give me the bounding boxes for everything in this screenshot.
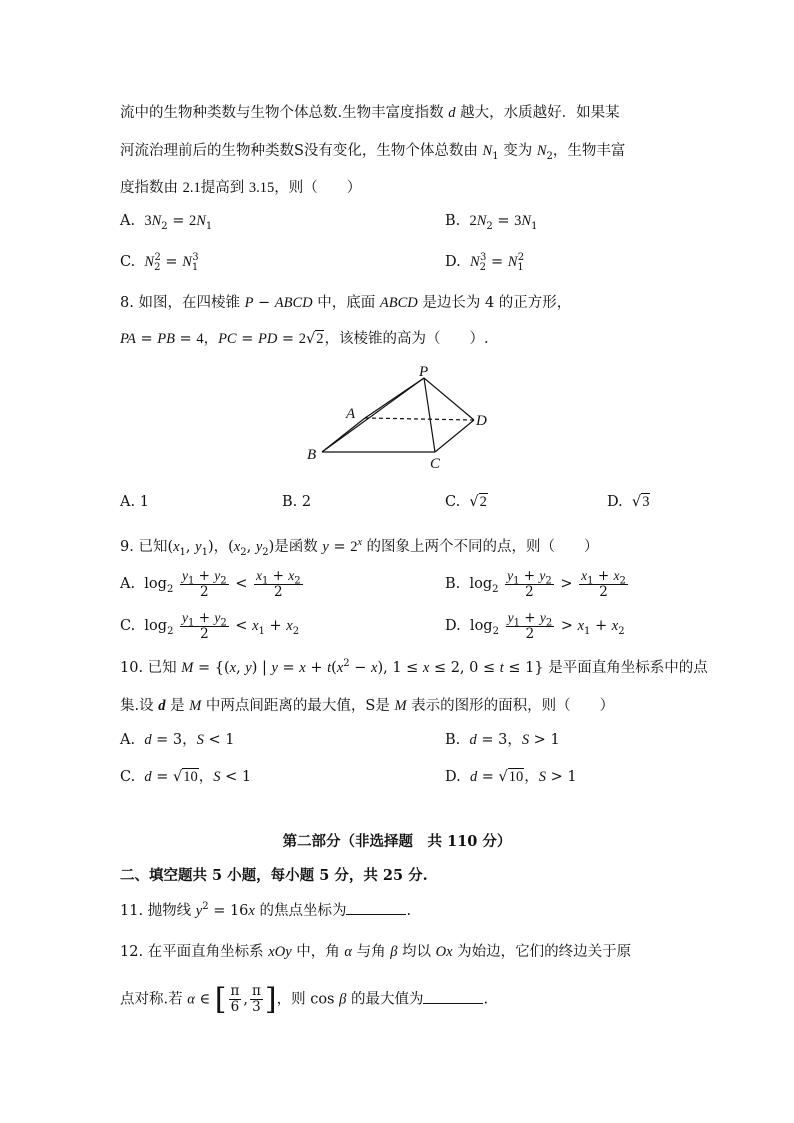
- option-label: C.: [120, 254, 136, 270]
- edge-AD-hidden: [365, 418, 474, 420]
- label-P: P: [419, 364, 429, 380]
- option-label: B.: [445, 213, 461, 229]
- option-label: D.: [445, 254, 461, 270]
- q9-option-a[interactable]: A. $\log_2$ $\frac{y_1 + y_2}{2}$ < $\frac{x_1 + x_2}{2}$: [120, 568, 301, 600]
- answer-blank[interactable]: [423, 989, 483, 1004]
- q7-option-b[interactable]: B. $2N_2 = 3N_1$: [445, 213, 538, 232]
- q7-line-1: [120, 101, 620, 122]
- q8-line-1: 8. 如图，在四棱锥 P − ABCD 中，底面 ABCD 是边长为 4 的正方形，: [120, 295, 572, 311]
- q9-option-b[interactable]: B. $\log_2$ $\frac{y_1 + y_2}{2}$ > $\frac{x_1 + x_2}{2}$: [445, 568, 626, 600]
- q7-option-a[interactable]: A. $3N_2 = 2N_1$: [120, 213, 213, 232]
- q10-line-1: 10. 已知 M = {(x, y) | $y = x + t(x^2 - x)$, 1 ≤ x ≤ 2, 0 ≤ t ≤ 1} 是平面直角坐标系中的点: [120, 658, 708, 676]
- q12-line-2: 点对称.若 α ∈ [ $\frac{\pi}{6}$ , $\frac{\pi}{3}$ ]，则 cos β 的最大值为 .: [120, 982, 489, 1017]
- q10-option-b[interactable]: B. d = 3，S > 1: [445, 732, 560, 748]
- q7-option-c[interactable]: C. $N_2^2 = N_1^3$: [120, 252, 199, 273]
- q10-option-d[interactable]: D. d = √10，S > 1: [445, 769, 577, 785]
- q9-option-c[interactable]: C. $\log_2$ $\frac{y_1 + y_2}{2}$ < $x_1 + x_2$: [120, 610, 300, 642]
- q8-option-a[interactable]: A. 1: [120, 494, 149, 510]
- q8-option-b[interactable]: B. 2: [282, 494, 312, 510]
- pyramid-figure: [300, 360, 500, 475]
- q10-option-a[interactable]: A. d = 3，S < 1: [120, 732, 235, 748]
- q7-option-d[interactable]: D. $N_2^3 = N_1^2$: [445, 252, 525, 273]
- answer-blank[interactable]: [346, 900, 406, 915]
- q11: 11. 抛物线 $y^2 = 16x$ 的焦点坐标为 .: [120, 901, 412, 919]
- q7-line1-text: 流中的生物种类数与生物个体总数.生物丰富度指数 d 越大，水质越好．如果某: [120, 105, 620, 121]
- q9-stem: 9. 已知($x_1$, $y_1$)，($x_2$, $y_2$)是函数 $y = 2^x$ 的图象上两个不同的点，则（ ）: [120, 537, 599, 558]
- part2-title: 第二部分（非选择题 共 110 分）: [282, 833, 512, 850]
- q9-option-d[interactable]: D. $\log_2$ $\frac{y_1 + y_2}{2}$ > $x_1 + x_2$: [445, 610, 625, 642]
- q12-line-1: 12. 在平面直角坐标系 xOy 中，角 α 与角 β 均以 Ox 为始边，它们的终边关于原: [120, 944, 632, 960]
- q8-line-2: PA = PB = 4，PC = PD = 2√2，该棱锥的高为（ ）.: [120, 331, 489, 347]
- q8-option-c[interactable]: C. √2: [445, 494, 487, 510]
- label-D: D: [476, 413, 487, 429]
- q10-option-c[interactable]: C. d = √10，S < 1: [120, 769, 252, 785]
- edge-CD: [435, 420, 474, 452]
- label-A: A: [346, 406, 356, 422]
- edge-PD: [424, 378, 474, 420]
- label-C: C: [430, 456, 441, 472]
- edge-PC: [424, 378, 435, 452]
- option-label: A.: [120, 213, 136, 229]
- edge-PB: [322, 378, 424, 452]
- label-B: B: [307, 447, 317, 463]
- q7-line-3: 度指数由 2.1提高到 3.15，则（ ）: [120, 180, 362, 196]
- section-heading: 二、填空题共 5 小题，每小题 5 分，共 25 分.: [120, 867, 428, 884]
- q8-option-d[interactable]: D. √3: [607, 494, 650, 510]
- q10-line-2: 集.设 d 是 M 中两点间距离的最大值，S是 M 表示的图形的面积，则（ ）: [120, 698, 615, 714]
- q7-line-2: 河流治理前后的生物种类数S没有变化，生物个体总数由 $N_1$ 变为 $N_2$，生物丰富: [120, 143, 626, 162]
